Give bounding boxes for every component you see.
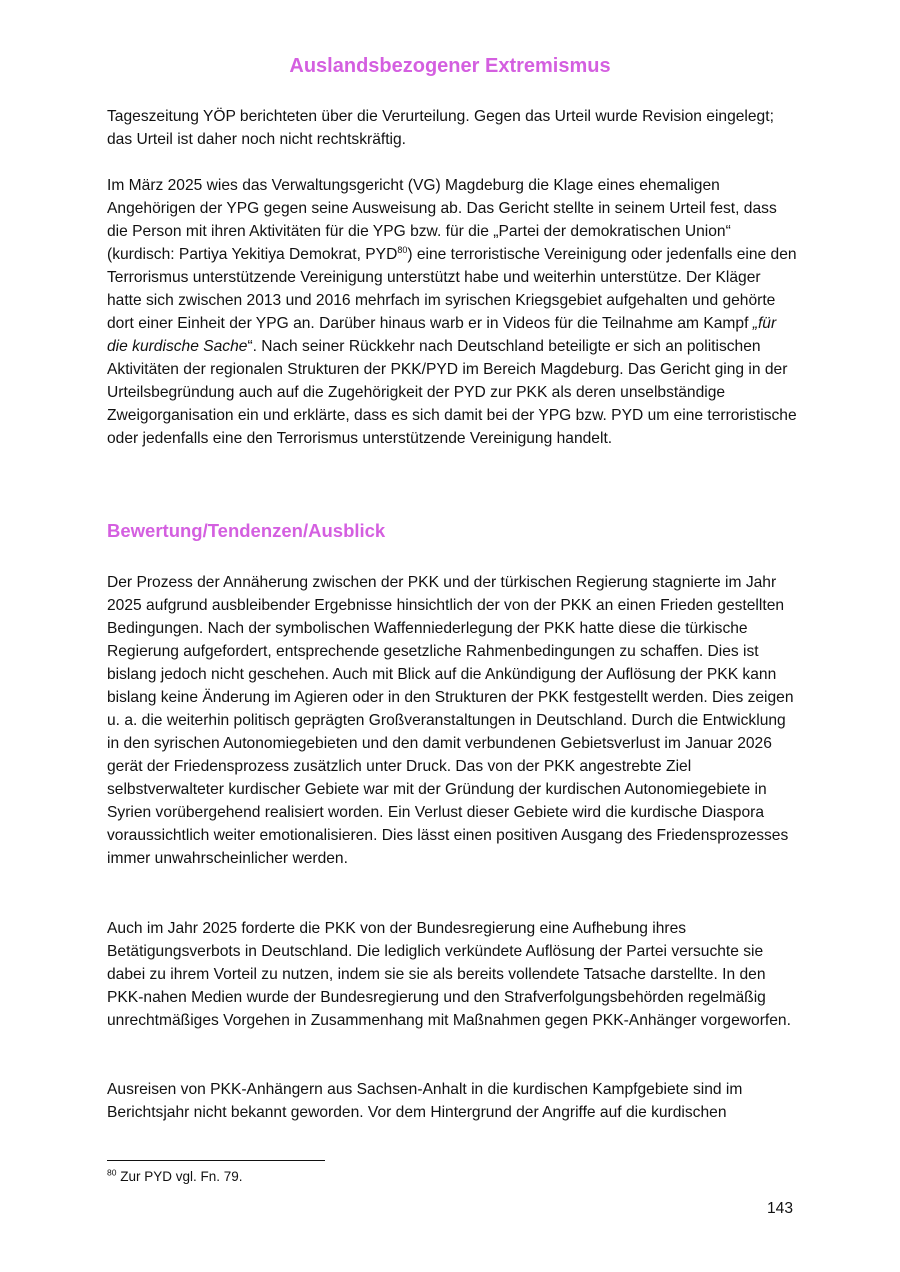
paragraph-5: Ausreisen von PKK-Anhängern aus Sachsen-Anhalt in die kurdischen Kampfgebiete sind im Berichtsjahr nicht bekannt geworden. Vor dem Hintergrund der Angriffe auf die kurdischen bbox=[107, 1081, 743, 1121]
footnote-reference-80[interactable]: 80 bbox=[397, 244, 408, 255]
footnote-number: 80 bbox=[107, 1167, 117, 1178]
paragraph-2 bbox=[107, 174, 797, 450]
running-header-title: Auslandsbezogener Extremismus bbox=[289, 55, 611, 77]
page-number: 143 bbox=[766, 1200, 793, 1217]
paragraph-1: Tageszeitung YÖP berichteten über die Verurteilung. Gegen das Urteil wurde Revision eingelegt; das Urteil ist daher noch nicht rechtskräftig. bbox=[107, 108, 774, 148]
paragraph-2-text-b: ) eine terroristische Vereinigung oder jedenfalls eine den Terrorismus unterstützende Vereinigung unterstützt habe und weiterhin unterstütze. Der Kläger hatte sich zwischen 2013 und 2016 mehrfach im syrischen Kriegsgebiet aufgehalten und gehörte dort einer Einheit der YPG an. Darüber hinaus warb er in Videos für die Teilnahme am Kampf bbox=[107, 246, 797, 332]
paragraph-2-text-a: Im März 2025 wies das Verwaltungsgericht (VG) Magdeburg die Klage eines ehemaligen Angehörigen der YPG gegen seine Ausweisung ab. Das Gericht stellte in seinem Urteil fest, dass die Person mit ihren Aktivitäten für die YPG bzw. für die „Partei der demokratischen Union“ (kurdisch: Partiya Yekitiya Demokrat, PYD bbox=[107, 177, 777, 263]
paragraph-3: Der Prozess der Annäherung zwischen der PKK und der türkischen Regierung stagnierte im Jahr 2025 aufgrund ausbleibender Ergebnisse hinsichtlich der von der PKK an einen Frieden gestellten Bedingungen. Nach der symbolischen Waffenniederlegung der PKK hatte diese die türkische Regierung aufgefordert, entsprechende gesetzliche Rahmenbedingungen zu schaffen. Dies ist bislang jedoch nicht geschehen. Auch mit Blick auf die Ankündigung der Auflösung der PKK kann bislang keine Änderung im Agieren oder in den Strukturen der PKK festgestellt werden. Dies zeigen u. a. die weiterhin politisch geprägten Großveranstaltungen in Deutschland. Durch die Entwicklung in den syrischen Autonomiegebieten und den damit verbundenen Gebietsverlust im Januar 2026 gerät der Friedensprozess zusätzlich unter Druck. Das von der PKK angestrebte Ziel selbstverwalteter kurdischer Gebiete war mit der Gründung der kurdischen Autonomiegebiete in Syrien vorübergehend realisiert worden. Ein Verlust dieser Gebiete wird die kurdische Diaspora voraussichtlich weiter emotionalisieren. Dies lässt einen positiven Ausgang des Friedensprozesses immer unwahrscheinlicher werden. bbox=[107, 574, 794, 867]
paragraph-4: Auch im Jahr 2025 forderte die PKK von der Bundesregierung eine Aufhebung ihres Betätigungsverbots in Deutschland. Die lediglich verkündete Auflösung der Partei versuchte sie dabei zu ihrem Vorteil zu nutzen, indem sie sie als bereits vollendete Tatsache darstellte. In den PKK-nahen Medien wurde der Bundesregierung und den Strafverfolgungsbehörden regelmäßig unrechtmäßiges Vorgehen in Zusammenhang mit Maßnahmen gegen PKK-Anhänger vorgeworfen. bbox=[107, 920, 791, 1029]
footnote-separator bbox=[107, 1160, 325, 1161]
paragraph-2-text-c: “. Nach seiner Rückkehr nach Deutschland beteiligte er sich an politischen Aktivitäten der regionalen Strukturen der PKK/PYD im Bereich Magdeburg. Das Gericht ging in der Urteilsbegründung auch auf die Zugehörigkeit der PYD zur PKK als deren unselbständige Zweigorganisation ein und erklärte, dass es sich damit bei der YPG bzw. PYD um eine terroristische oder jedenfalls eine den Terrorismus unterstützende Vereinigung handelt. bbox=[107, 338, 797, 447]
footnote-text: Zur PYD vgl. Fn. 79. bbox=[116, 1169, 243, 1184]
paragraph-2-quote: „für die kurdische Sache bbox=[107, 315, 777, 355]
section-heading: Bewertung/Tendenzen/Ausblick bbox=[107, 520, 386, 541]
footnote-80 bbox=[107, 1167, 243, 1187]
